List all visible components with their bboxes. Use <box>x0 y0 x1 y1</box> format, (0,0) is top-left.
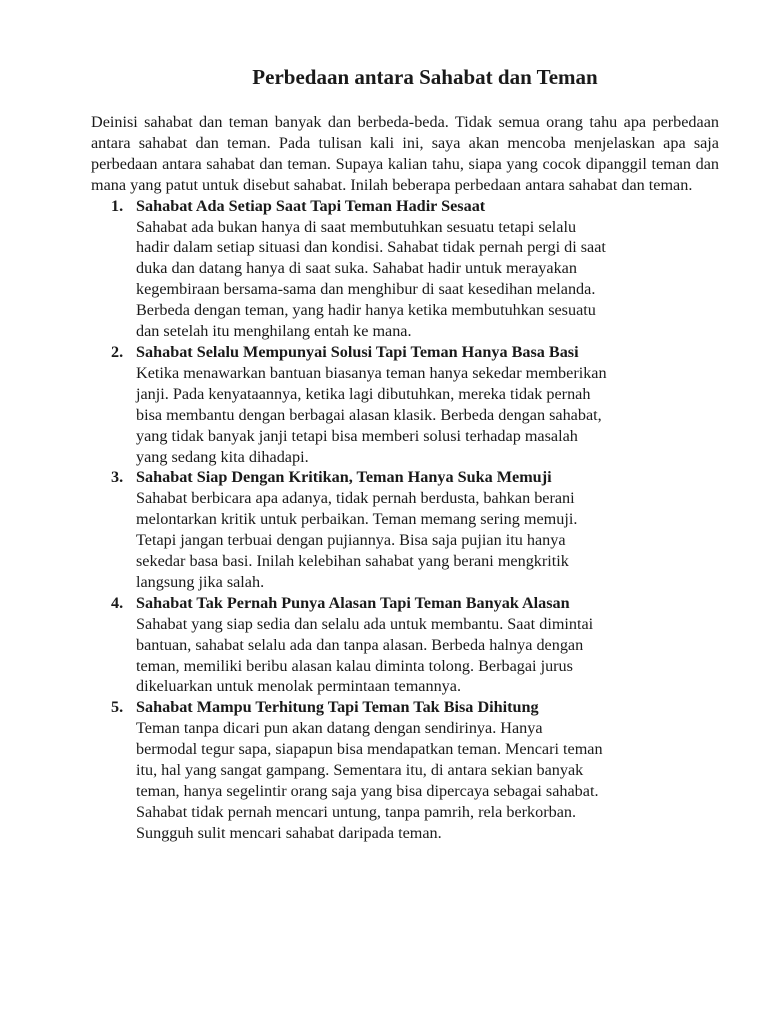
list-item-number: 1. <box>111 196 124 215</box>
list-item <box>91 196 719 342</box>
list-item-body <box>136 488 719 593</box>
body-line: Sahabat yang siap sedia dan selalu ada untuk membantu. Saat dimintai <box>136 614 594 633</box>
body-line: yang tidak banyak janji tetapi bisa memberi solusi terhadap masalah <box>136 426 578 445</box>
list-item-number: 2. <box>111 342 124 361</box>
body-line: bantuan, sahabat selalu ada dan tanpa alasan. Berbeda halnya dengan <box>136 635 584 654</box>
body-line: bisa membantu dengan berbagai alasan klasik. Berbeda dengan sahabat, <box>136 405 602 424</box>
body-line: Teman tanpa dicari pun akan datang dengan sendirinya. Hanya <box>136 719 543 738</box>
list-item-heading: Sahabat Selalu Mempunyai Solusi Tapi Teman Hanya Basa Basi <box>136 342 579 361</box>
body-line: Sungguh sulit mencari sahabat daripada teman. <box>136 823 442 842</box>
body-line: Ketika menawarkan bantuan biasanya teman hanya sekedar memberikan <box>136 363 607 382</box>
body-line: bermodal tegur sapa, siapapun bisa mendapatkan teman. Mencari teman <box>136 740 603 759</box>
body-line: teman, memiliki beribu alasan kalau diminta tolong. Berbagai jurus <box>136 656 573 675</box>
document-title: Perbedaan antara Sahabat dan Teman <box>252 65 598 89</box>
document-page <box>91 62 719 844</box>
body-line: dan setelah itu menghilang entah ke mana. <box>136 322 412 341</box>
body-line: sekedar basa basi. Inilah kelebihan sahabat yang berani mengkritik <box>136 552 569 571</box>
difference-list <box>91 196 719 844</box>
body-line: Sahabat berbicara apa adanya, tidak pernah berdusta, bahkan berani <box>136 489 575 508</box>
body-line: melontarkan kritik untuk perbaikan. Teman memang sering memuji. <box>136 510 578 529</box>
list-item-heading: Sahabat Ada Setiap Saat Tapi Teman Hadir Sesaat <box>136 196 486 215</box>
list-item-number: 3. <box>111 468 124 487</box>
body-line: dikeluarkan untuk menolak permintaan temannya. <box>136 677 461 696</box>
body-line: kegembiraan bersama-sama dan menghibur di saat kesedihan melanda. <box>136 280 596 299</box>
list-item-body <box>136 363 719 468</box>
list-item-heading: Sahabat Tak Pernah Punya Alasan Tapi Teman Banyak Alasan <box>136 593 570 612</box>
list-item <box>91 697 719 843</box>
body-line: duka dan datang hanya di saat suka. Sahabat hadir untuk merayakan <box>136 259 577 278</box>
list-item-heading: Sahabat Siap Dengan Kritikan, Teman Hanya Suka Memuji <box>136 468 552 487</box>
list-item-body <box>136 614 719 698</box>
body-line: teman, hanya segelintir orang saja yang bisa dipercaya sebagai sahabat. <box>136 782 599 800</box>
body-line: Berbeda dengan teman, yang hadir hanya ketika membutuhkan sesuatu <box>136 301 596 320</box>
list-item-number: 5. <box>111 698 124 717</box>
list-item-body <box>136 217 719 342</box>
body-line: janji. Pada kenyataannya, ketika lagi dibutuhkan, mereka tidak pernah <box>136 384 591 403</box>
body-line: Sahabat ada bukan hanya di saat membutuhkan sesuatu tetapi selalu <box>136 217 577 236</box>
list-item <box>91 467 719 592</box>
list-item-heading: Sahabat Mampu Terhitung Tapi Teman Tak Bisa Dihitung <box>136 698 539 717</box>
body-line: Sahabat tidak pernah mencari untung, tanpa pamrih, rela berkorban. <box>136 802 577 821</box>
list-item <box>91 342 719 467</box>
intro-paragraph: Deinisi sahabat dan teman banyak dan berbeda-beda. Tidak semua orang tahu apa perbedaan antara sahabat dan teman. Pada tulisan kali ini, saya akan mencoba menjelaskan apa saja perbedaan antara sahabat dan teman. Supaya kalian tahu, siapa yang cocok dipanggil teman dan mana yang patut untuk disebut sahabat. Inilah beberapa perbedaan antara sahabat dan teman. <box>91 113 719 194</box>
list-item-number: 4. <box>111 593 124 612</box>
list-item <box>91 593 719 698</box>
body-line: langsung jika salah. <box>136 572 265 591</box>
body-line: yang sedang kita dihadapi. <box>136 447 309 466</box>
body-line: itu, hal yang sangat gampang. Sementara itu, di antara sekian banyak <box>136 761 584 780</box>
body-line: Tetapi jangan terbuai dengan pujiannya. Bisa saja pujian itu hanya <box>136 531 566 550</box>
list-item-body <box>136 718 719 843</box>
body-line: hadir dalam setiap situasi dan kondisi. Sahabat tidak pernah pergi di saat <box>136 238 606 257</box>
